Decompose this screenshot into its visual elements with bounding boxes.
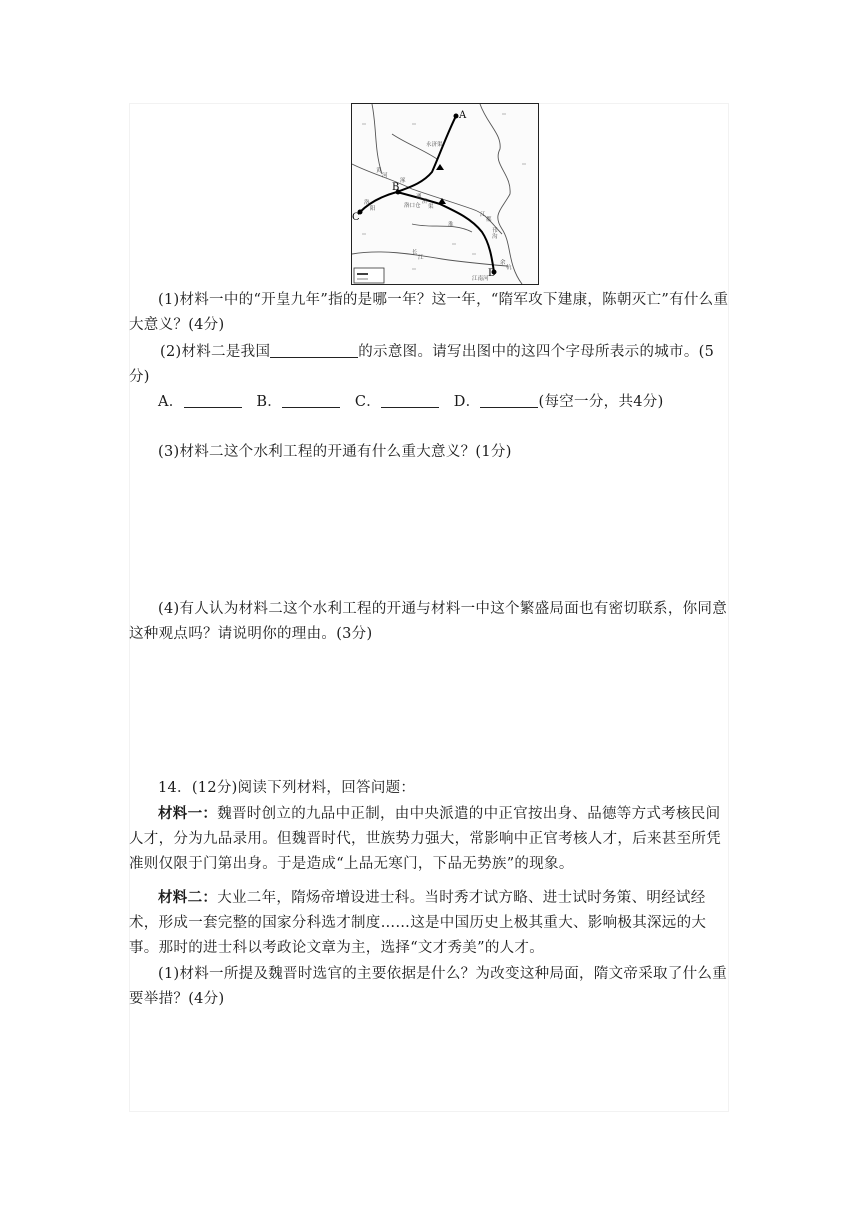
map-place-label: 都 xyxy=(486,217,492,223)
map-place-label: 黄 xyxy=(376,168,382,174)
material-1-label: 材料一： xyxy=(158,805,218,822)
map-place-label: 余 xyxy=(500,260,506,266)
map-letter-d: D xyxy=(488,268,497,279)
answer-blank-b[interactable] xyxy=(282,393,340,408)
q14-material-2 xyxy=(129,885,729,961)
map-place-label: 渠 xyxy=(428,204,434,210)
answer-blank-canal[interactable] xyxy=(270,343,358,358)
q14-part1: (1)材料一所提及魏晋时选官的主要依据是什么？为改变这种局面，隋文帝采取了什么重要举措？(4分) xyxy=(129,966,728,1007)
map-place-label: 洛口仓 xyxy=(404,203,421,209)
answer-blank-d[interactable] xyxy=(480,393,538,408)
material-2-label: 材料二： xyxy=(158,889,218,906)
blank-score-note: (每空一分，共4分) xyxy=(538,394,664,410)
map-place-label: 洛 xyxy=(364,200,370,206)
map-letter-a: A xyxy=(459,110,467,121)
granary-icon xyxy=(436,164,444,170)
blank-b-label: B． xyxy=(256,394,283,410)
map-place-label: 淮 xyxy=(448,222,454,228)
q13-part2 xyxy=(129,340,729,390)
q13-letter-blanks xyxy=(129,390,729,415)
map-place-label: 济 xyxy=(422,199,428,205)
legend-box xyxy=(354,268,384,283)
blank-d-label: D． xyxy=(453,394,481,410)
map-drawing xyxy=(352,104,538,284)
map-place-label: 沟 xyxy=(492,234,498,240)
map-place-label: 长 xyxy=(412,250,418,256)
map-place-label: 永济渠 xyxy=(426,142,443,148)
map-place-label: 邗 xyxy=(492,228,498,234)
map-place-label: 杭 xyxy=(506,265,512,271)
map-place-label: 河 xyxy=(382,173,388,179)
blank-c-label: C． xyxy=(354,394,382,410)
q13-part1: (1)材料一中的“开皇九年”指的是哪一年？这一年，“隋军攻下建康，陈朝灭亡”有什么重大意义？(4分) xyxy=(129,292,729,333)
grand-canal-map xyxy=(351,103,539,285)
map-place-label: 通 xyxy=(416,194,422,200)
answer-blank-c[interactable] xyxy=(381,393,439,408)
map-letter-b: B xyxy=(392,182,400,193)
map-place-label: 江 xyxy=(418,255,424,261)
map-place-label: 江南河 xyxy=(472,276,489,282)
q13-part4: (4)有人认为材料二这个水利工程的开通与材料一中这个繁盛局面也有密切联系，你同意这种观点吗？请说明你的理由。(3分) xyxy=(129,601,728,642)
q13-part2-tail: 的示意图。请写出图中的这四个字母所表示的城市。(5分) xyxy=(129,344,715,385)
map-place-label: 涿 xyxy=(400,178,406,184)
q13-part3: (3)材料二这个水利工程的开通有什么重大意义？(1分) xyxy=(158,444,512,460)
map-place-label: 江 xyxy=(480,212,486,218)
city-a-marker xyxy=(454,114,459,119)
map-place-label: 阳 xyxy=(370,206,376,212)
blank-a-label: A． xyxy=(158,394,184,410)
granary-icon xyxy=(438,198,446,204)
answer-blank-a[interactable] xyxy=(184,393,242,408)
q14-material-1 xyxy=(129,801,729,877)
material-2-text: 大业二年，隋炀帝增设进士科。当时秀才试方略、进士试时务策、明经试经术，形成一套完整的国家分科选才制度……这是中国历史上极其重大、影响极其深远的大事。那时的进士科以考政论文章为主，选择“文才秀美”的人才。 xyxy=(129,890,707,956)
q13-part2-lead: (2)材料二是我国 xyxy=(160,344,271,360)
map-letter-c: C xyxy=(352,212,360,223)
material-1-text: 魏晋时创立的九品中正制，由中央派遣的中正官按出身、品德等方式考核民间人才，分为九品录用。但魏晋时代，世族势力强大，常影响中正官考核人才，后来甚至所凭准则仅限于门第出身。于是造成“上品无寒门，下品无势族”的现象。 xyxy=(129,806,721,872)
q14-heading: 14．(12分)阅读下列材料，回答问题： xyxy=(158,780,416,796)
